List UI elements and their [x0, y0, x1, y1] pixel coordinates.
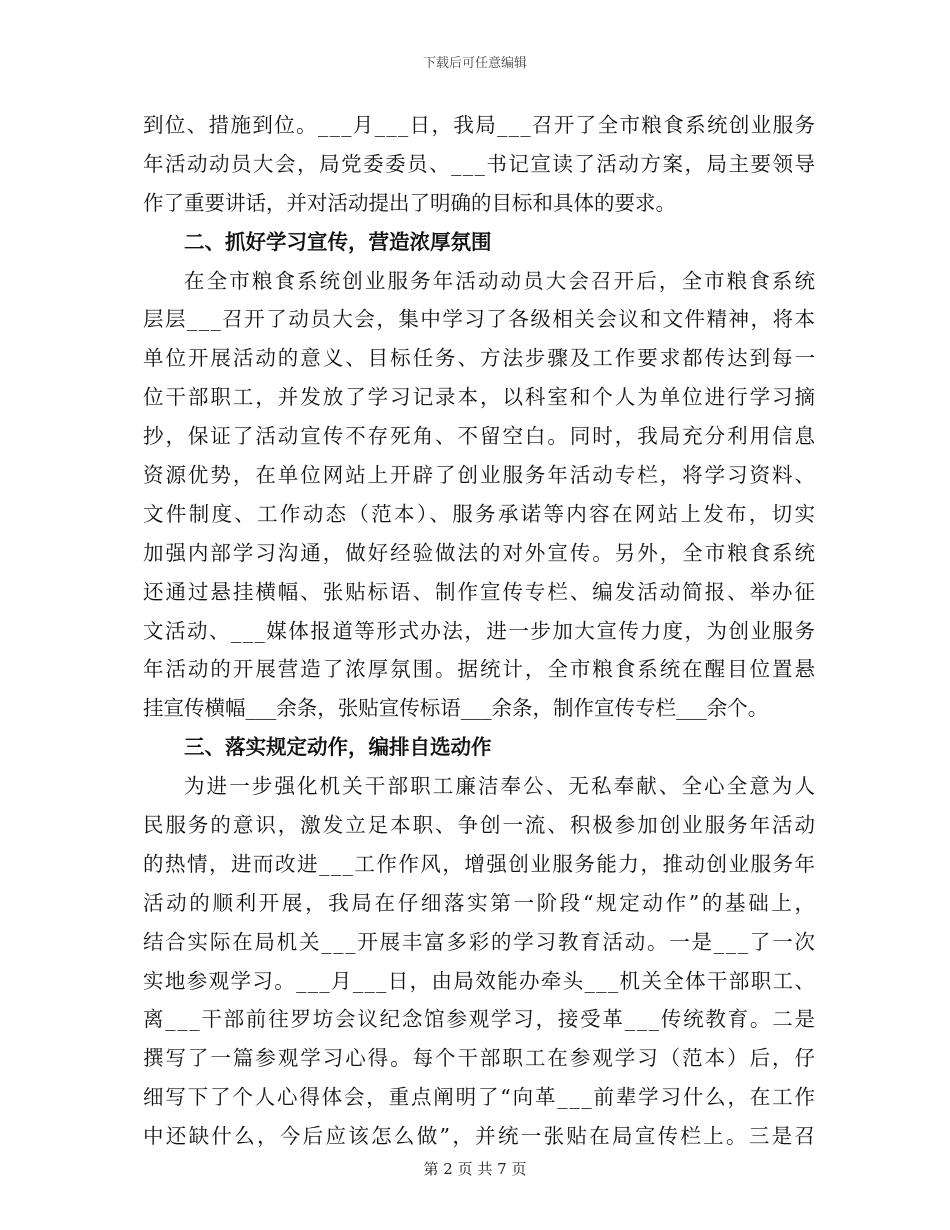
text-line: 离___干部前往罗坊会议纪念馆参观学习，接受革___传统教育。二是 [143, 1007, 817, 1032]
text-line: 在全市粮食系统创业服务年活动动员大会召开后，全市粮食系统 [184, 268, 818, 293]
text-line: 的热情，进而改进___工作作风，增强创业服务能力，推动创业服务年 [143, 851, 817, 876]
text-line: 民服务的意识，激发立足本职、争创一流、积极参加创业服务年活动 [143, 813, 817, 838]
text-line: 细写下了个人心得体会，重点阐明了“向革___前辈学习什么，在工作 [143, 1085, 817, 1110]
section-heading: 三、落实规定动作，编排自选动作 [184, 735, 492, 760]
text-line: 加强内部学习沟通，做好经验做法的对外宣传。另外，全市粮食系统 [143, 540, 817, 565]
text-line: 年活动动员大会，局党委委员、___书记宣读了活动方案，局主要领导 [143, 151, 817, 176]
page-header: 下载后可任意编辑 [422, 56, 527, 71]
text-line: 单位开展活动的意义、目标任务、方法步骤及工作要求都传达到每一 [143, 346, 817, 371]
text-line: 为进一步强化机关干部职工廉洁奉公、无私奉献、全心全意为人 [184, 774, 818, 799]
text-line: 抄，保证了活动宣传不存死角、不留空白。同时，我局充分利用信息 [143, 424, 817, 449]
text-line: 层层___召开了动员大会，集中学习了各级相关会议和文件精神，将本 [143, 307, 817, 332]
document-body [143, 106, 818, 1156]
text-line: 中还缺什么，今后应该怎么做”，并统一张贴在局宣传栏上。三是召 [143, 1124, 818, 1149]
section-heading: 二、抓好学习宣传，营造浓厚氛围 [184, 229, 492, 254]
text-line: 位干部职工，并发放了学习记录本，以科室和个人为单位进行学习摘 [143, 385, 817, 410]
text-line: 文活动、___媒体报道等形式办法，进一步加大宣传力度，为创业服务 [143, 618, 817, 643]
text-line: 活动的顺利开展，我局在仔细落实第一阶段“规定动作”的基础上， [143, 890, 818, 915]
text-line: 作了重要讲话，并对活动提出了明确的目标和具体的要求。 [143, 190, 676, 215]
text-line: 实地参观学习。___月___日，由局效能办牵头___机关全体干部职工、 [143, 968, 817, 993]
text-line: 撰写了一篇参观学习心得。每个干部职工在参观学习（范本）后，仔 [143, 1046, 817, 1071]
text-line: 还通过悬挂横幅、张贴标语、制作宣传专栏、编发活动简报、举办征 [143, 579, 817, 604]
text-line: 结合实际在局机关___开展丰富多彩的学习教育活动。一是___了一次 [143, 929, 817, 954]
text-line: 挂宣传横幅___余条，张贴宣传标语___余条，制作宣传专栏___余个。 [143, 696, 769, 721]
page-footer: 第 2 页 共 7 页 [423, 1160, 527, 1178]
text-line: 文件制度、工作动态（范本）、服务承诺等内容在网站上发布，切实 [143, 501, 818, 526]
text-line: 年活动的开展营造了浓厚氛围。据统计，全市粮食系统在醒目位置悬 [143, 657, 817, 682]
text-line: 资源优势，在单位网站上开辟了创业服务年活动专栏，将学习资料、 [143, 463, 817, 488]
text-line: 到位、措施到位。___月___日，我局___召开了全市粮食系统创业服务 [143, 113, 817, 137]
